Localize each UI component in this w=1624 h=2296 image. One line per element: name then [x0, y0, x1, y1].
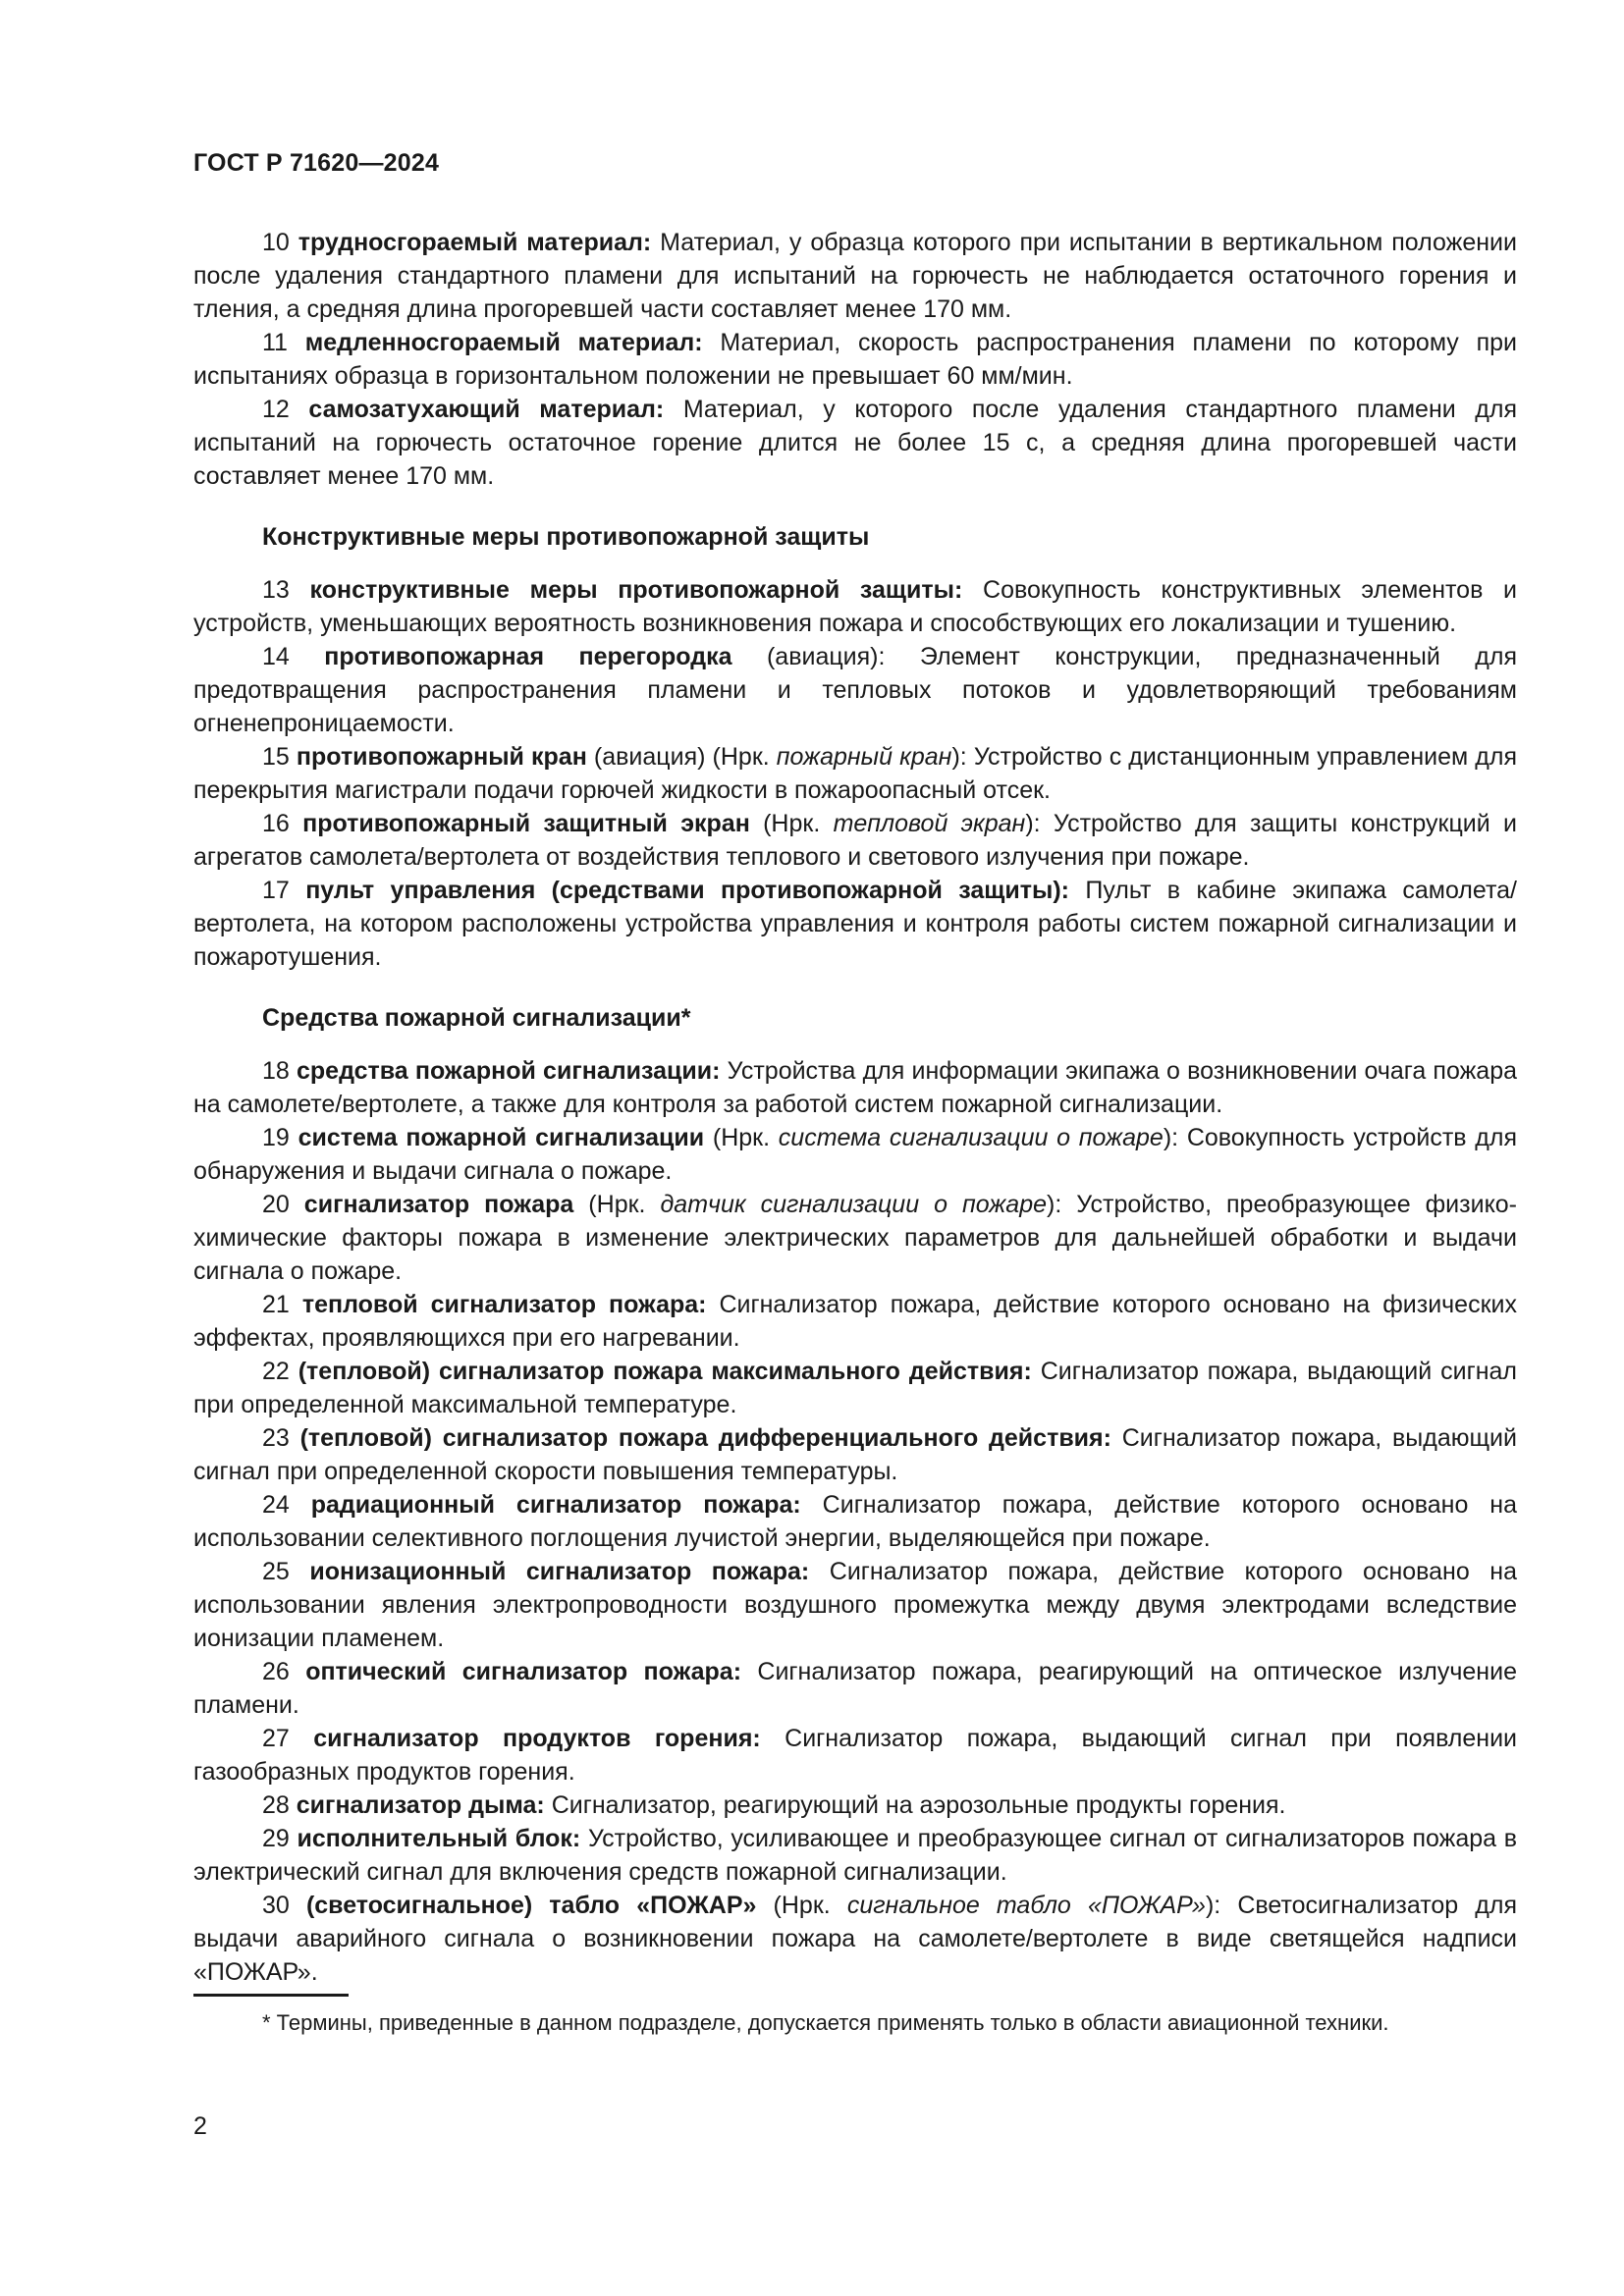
term-name: исполнительный блок: [297, 1825, 581, 1852]
term-definition: Сигнализатор пожара, действие которого основано на использовании селективного поглощения лучистой энергии, выделяющейся при пожаре. [193, 1491, 1517, 1552]
deprecated-term: сигнальное табло «ПОЖАР» [846, 1892, 1206, 1919]
term-entry [193, 1488, 1517, 1555]
term-qualifier: (авиация): [731, 643, 920, 670]
term-number: 26 [262, 1658, 290, 1685]
term-entry [193, 1555, 1517, 1655]
term-number: 21 [262, 1291, 290, 1318]
term-name: медленносгораемый материал: [304, 329, 703, 356]
term-name: оптический сигнализатор пожара: [305, 1658, 742, 1685]
term-name: противопожарная перегородка [324, 643, 732, 670]
deprecated-term: датчик сигнализации о пожаре [660, 1191, 1048, 1218]
term-number: 14 [262, 643, 290, 670]
term-number: 29 [262, 1825, 290, 1852]
term-number: 17 [262, 877, 290, 904]
term-number: 15 [262, 743, 290, 771]
term-definition: Светосигнализатор для выдачи аварийного сигнала о возникновении пожара на самолете/вертолете в виде светящейся надписи «ПОЖАР». [193, 1892, 1517, 1986]
term-number: 19 [262, 1124, 290, 1151]
term-definition: Пульт в кабине экипажа самолета/вертолета, на котором расположены устройства управления и контроля работы систем пожарной сигнализации и пожаротушения. [193, 877, 1517, 971]
term-definition: Совокупность устройств для обнаружения и выдачи сигнала о пожаре. [193, 1124, 1517, 1185]
term-entry [193, 1355, 1517, 1421]
footnote: * Термины, приведенные в данном подразделе, допускается применять только в области авиационной техники. [262, 2010, 1389, 2035]
term-name: сигнализатор дыма: [296, 1791, 545, 1819]
term-definition: Устройство для защиты конструкций и агрегатов самолета/вертолета от воздействия теплового и светового излучения при пожаре. [193, 810, 1517, 871]
term-name: противопожарный кран [296, 743, 587, 771]
term-entry [193, 807, 1517, 874]
term-qualifier-close: ): [1025, 810, 1054, 837]
term-qualifier-close: ): [1047, 1191, 1077, 1218]
term-name: ионизационный сигнализатор пожара: [309, 1558, 810, 1585]
term-entry [193, 1421, 1517, 1488]
term-entry [193, 1822, 1517, 1889]
term-name: трудносгораемый материал: [298, 229, 652, 256]
term-entry [193, 1722, 1517, 1789]
term-number: 10 [262, 229, 290, 256]
term-number: 16 [262, 810, 290, 837]
term-number: 23 [262, 1424, 290, 1452]
term-qualifier: (Нрк. [756, 1892, 847, 1919]
term-entry [193, 640, 1517, 740]
term-qualifier: (Нрк. [749, 810, 834, 837]
term-entry [193, 1655, 1517, 1722]
term-number: 25 [262, 1558, 290, 1585]
term-definition: Устройство, преобразующее физико-химические факторы пожара в изменение электрических параметров для дальнейшей обработки и выдачи сигнала о пожаре. [193, 1191, 1518, 1285]
deprecated-term: пожарный кран [776, 743, 952, 771]
term-entry [193, 573, 1517, 640]
footnote-divider [193, 1994, 349, 1997]
term-entry [193, 1789, 1517, 1822]
term-name: сигнализатор продуктов горения: [313, 1725, 761, 1752]
term-definition: Сигнализатор пожара, реагирующий на оптическое излучение пламени. [193, 1658, 1517, 1719]
term-name: (тепловой) сигнализатор пожара дифференциального действия: [299, 1424, 1111, 1452]
term-name: тепловой сигнализатор пожара: [301, 1291, 707, 1318]
term-number: 13 [262, 576, 290, 604]
term-definition: Сигнализатор пожара, действие которого основано на использовании явления электропроводности воздушного промежутка между двумя электродами вследствие ионизации пламенем. [193, 1558, 1517, 1652]
term-number: 24 [262, 1491, 290, 1519]
term-name: (тепловой) сигнализатор пожара максимального действия: [298, 1358, 1032, 1385]
term-entry [193, 1054, 1517, 1121]
term-number: 30 [262, 1892, 290, 1919]
term-name: пульт управления (средствами противопожарной защиты): [305, 877, 1069, 904]
term-entry [193, 326, 1517, 393]
term-number: 18 [262, 1057, 290, 1085]
term-number: 20 [262, 1191, 290, 1218]
term-number: 12 [262, 396, 290, 423]
term-definition: Сигнализатор пожара, выдающий сигнал при определенной максимальной температуре. [193, 1358, 1517, 1418]
term-qualifier: (Нрк. [704, 1124, 779, 1151]
page-number: 2 [193, 2112, 207, 2140]
term-definition: Устройства для информации экипажа о возникновении очага пожара на самолете/вертолете, а также для контроля за работой систем пожарной сигнализации. [193, 1057, 1517, 1118]
term-number: 27 [262, 1725, 290, 1752]
term-entry [193, 1121, 1517, 1188]
term-definition: Сигнализатор пожара, выдающий сигнал при определенной скорости повышения температуры. [193, 1424, 1517, 1485]
term-definition: Устройство, усиливающее и преобразующее сигнал от сигнализаторов пожара в электрический сигнал для включения средств пожарной сигнализации. [193, 1825, 1518, 1886]
document-code-header: ГОСТ Р 71620—2024 [193, 149, 440, 177]
term-entry [193, 226, 1517, 326]
term-definition: Сигнализатор пожара, выдающий сигнал при появлении газообразных продуктов горения. [193, 1725, 1518, 1786]
term-name: сигнализатор пожара [303, 1191, 574, 1218]
term-name: система пожарной сигнализации [298, 1124, 705, 1151]
term-name: противопожарный защитный экран [302, 810, 750, 837]
term-entry [193, 1288, 1517, 1355]
term-definition: Материал, у которого после удаления стандартного пламени для испытаний на горючесть остаточное горение длится не более 15 с, а средняя длина прогоревшей части составляет менее 170 мм. [193, 396, 1517, 490]
term-entry [193, 393, 1517, 493]
term-definition: Совокупность конструктивных элементов и устройств, уменьшающих вероятность возникновения пожара и способствующих его локализации и тушению. [193, 576, 1518, 637]
term-name: радиационный сигнализатор пожара: [310, 1491, 801, 1519]
term-entry [193, 1188, 1517, 1288]
terms-body [193, 226, 1517, 1989]
term-qualifier-close: ): [951, 743, 974, 771]
term-number: 28 [262, 1791, 290, 1819]
term-entry [193, 874, 1517, 974]
term-qualifier-close: ): [1205, 1892, 1238, 1919]
term-qualifier-close: ): [1163, 1124, 1187, 1151]
term-name: средства пожарной сигнализации: [297, 1057, 721, 1085]
section-heading: Конструктивные меры противопожарной защиты [262, 523, 870, 551]
term-name: самозатухающий материал: [308, 396, 665, 423]
deprecated-term: тепловой экран [833, 810, 1026, 837]
term-definition: Сигнализатор, реагирующий на аэрозольные продукты горения. [551, 1791, 1286, 1819]
term-name: (светосигнальное) табло «ПОЖАР» [305, 1892, 757, 1919]
term-definition: Элемент конструкции, предназначенный для предотвращения распространения пламени и тепловых потоков и удовлетворяющий требованиям огненепроницаемости. [193, 643, 1517, 737]
deprecated-term: система сигнализации о пожаре [778, 1124, 1164, 1151]
term-definition: Материал, у образца которого при испытании в вертикальном положении после удаления стандартного пламени для испытаний на горючесть не наблюдается остаточного горения и тления, а средняя длина прогоревшей части составляет менее 170 мм. [193, 229, 1517, 323]
term-number: 11 [262, 329, 288, 356]
term-entry [193, 740, 1517, 807]
term-qualifier: (авиация) (Нрк. [586, 743, 777, 771]
term-number: 22 [262, 1358, 290, 1385]
term-name: конструктивные меры противопожарной защиты: [309, 576, 963, 604]
term-definition: Сигнализатор пожара, действие которого основано на физических эффектах, проявляющихся при его нагревании. [193, 1291, 1517, 1352]
section-heading: Средства пожарной сигнализации* [262, 1004, 691, 1032]
term-definition: Материал, скорость распространения пламени по которому при испытаниях образца в горизонтальном положении не превышает 60 мм/мин. [193, 329, 1517, 390]
term-definition: Устройство с дистанционным управлением для перекрытия магистрали подачи горючей жидкости в пожароопасный отсек. [193, 743, 1518, 804]
term-entry [193, 1889, 1517, 1989]
term-qualifier: (Нрк. [573, 1191, 661, 1218]
